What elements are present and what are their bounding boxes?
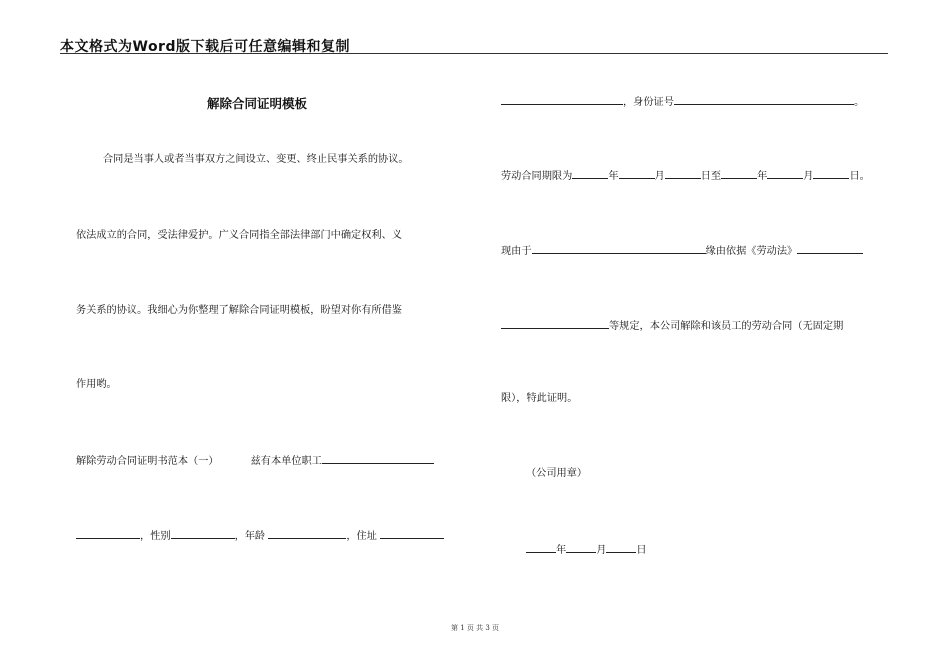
- regulation-line: [501, 318, 843, 334]
- month-label: 月: [803, 171, 814, 182]
- day-to-label: 日至: [700, 171, 722, 182]
- age-label: ，年龄: [234, 531, 266, 542]
- intro-line-2: 依法成立的合同，受法律爱护。广义合同指全部法律部门中确定权利、义: [76, 230, 402, 241]
- month-label: 月: [596, 545, 607, 556]
- document-header: 本文格式为Word版下载后可任意编辑和复制: [60, 39, 350, 55]
- month-label: 月: [654, 171, 665, 182]
- gender-blank[interactable]: [171, 528, 235, 539]
- address-label: ，住址: [346, 531, 377, 542]
- regulation-text: 等规定，本公司解除和该员工的劳动合同（无固定期: [609, 321, 844, 332]
- id-number-blank[interactable]: [674, 94, 854, 105]
- date-year-blank[interactable]: [526, 542, 556, 553]
- id-line: [501, 94, 864, 110]
- intro-line-1: 合同是当事人或者当事双方之间设立、变更、终止民事关系的协议。: [103, 154, 409, 165]
- year-label: 年: [556, 545, 567, 556]
- regulation-blank[interactable]: [501, 318, 609, 329]
- id-period: 。: [853, 97, 865, 108]
- end-year-blank[interactable]: [721, 168, 757, 179]
- start-year-blank[interactable]: [572, 168, 608, 179]
- date-day-blank[interactable]: [606, 542, 636, 553]
- start-day-blank[interactable]: [665, 168, 701, 179]
- name-blank[interactable]: [76, 528, 140, 539]
- page-number: 第 1 页 共 3 页: [450, 624, 500, 632]
- year-label: 年: [608, 171, 619, 182]
- end-month-blank[interactable]: [767, 168, 803, 179]
- certify-line: 限），特此证明。: [501, 393, 578, 404]
- document-title: 解除合同证明模板: [207, 96, 308, 111]
- intro-line-4: 作用哟。: [76, 379, 117, 390]
- company-seal: （公司用章）: [526, 468, 588, 479]
- day-end-label: 日。: [849, 171, 870, 182]
- employee-line: [76, 453, 434, 469]
- reason-line: [501, 243, 863, 259]
- employee-details-line: [76, 528, 444, 544]
- year-label: 年: [757, 171, 768, 182]
- period-label: 劳动合同期限为: [501, 171, 573, 182]
- address-blank[interactable]: [380, 528, 444, 539]
- header-divider: [60, 53, 888, 54]
- end-day-blank[interactable]: [813, 168, 849, 179]
- reason-basis: 缘由依据《劳动法》: [705, 246, 798, 257]
- contract-period-line: [501, 168, 870, 184]
- employee-prefix: 兹有本单位职工: [250, 456, 322, 467]
- gender-label: ，性别: [140, 531, 171, 542]
- reason-prefix: 现由于: [501, 246, 532, 257]
- sample-heading: 解除劳动合同证明书范本（一）: [76, 456, 219, 467]
- day-label: 日: [636, 545, 647, 556]
- intro-line-3: 务关系的协议。我细心为你整理了解除合同证明模板，盼望对你有所借鉴: [76, 305, 402, 316]
- age-blank[interactable]: [268, 528, 346, 539]
- date-month-blank[interactable]: [566, 542, 596, 553]
- id-label: ，身份证号: [623, 97, 674, 108]
- date-line: [526, 542, 647, 558]
- reason-blank[interactable]: [532, 243, 706, 254]
- start-month-blank[interactable]: [619, 168, 655, 179]
- id-owner-blank[interactable]: [501, 94, 623, 105]
- law-article-blank[interactable]: [797, 243, 863, 254]
- employee-name-blank[interactable]: [322, 453, 434, 464]
